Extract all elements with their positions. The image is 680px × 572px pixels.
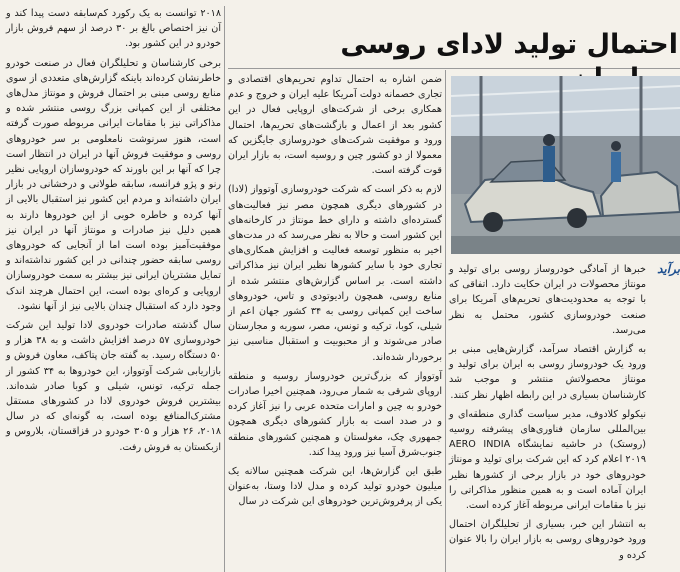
middle-paragraph: ضمن اشاره به احتمال تداوم تحریم‌های اقتصادی و تجاری خصمانه دولت آمریکا علیه ایران و خروج و عدم همکاری برخی از شرکت‌های اروپایی فعال در این کشور بعد از اعمال و بازگشت‌های تحریم‌ها، احتمال ورود و موفقیت شرکت‌های خودروسازی جایگزین که معمولا از دو کشور چین و روسیه است، به بازار ایران قوت گرفته است. (228, 74, 442, 177)
left-column (6, 6, 221, 459)
middle-paragraph: لازم به ذکر است که شرکت خودروسازی آوتوواز (لادا) در کشورهای دیگری همچون مصر نیز فعالیت‌های گسترده‌ای داشته و دارای خط مونتاژ در کارخانه‌های این کشور است و حالا به نظر می‌رسد که در مدت‌های اخیر به منظور توسعه فعالیت و افزایش همکاری‌های تجاری خود با سایر کشورها نظیر ایران نیز مذاکراتی داشته است. بر اساس گزارش‌های منتشر شده از منابع روسی، همچون رادیوتودی و تاس، خودروهای ساخت این کمپانی روسی به ۳۴ کشور جهان اعم از شیلی، کوبا، ترکیه و تونس، مصر، سوریه و مجارستان صادر می‌شوند و از محبوبیت و استقبال مناسبی نیز برخوردار شده‌اند. (228, 184, 442, 363)
left-paragraph: ۲۰۱۸ توانست به یک رکورد کم‌سابقه دست پیدا کند و آن نیز اختصاص بالغ بر ۳۰ درصد از سهم فروش بازار خودرو در این کشور بود. (6, 8, 221, 50)
column-divider (445, 70, 446, 572)
middle-column (228, 72, 442, 514)
middle-paragraph: آوتوواز که بزرگ‌ترین خودروساز روسیه و منطقه اروپای شرقی به شمار می‌رود، همچنین اخیرا صادرات خودرو به چین و امارات متحده عربی را نیز آغاز کرده و در صدد است به بازار کشورهای دیگری همچون جمهوری چک، مغولستان و همچنین کشورهای منطقه جنوب‌شرق آسیا نیز ورود پیدا کند. (228, 370, 442, 458)
right-paragraph: خبرها از آمادگی خودروساز روسی برای تولید و مونتاژ محصولات در ایران حکایت دارد. اتفاقی که با توجه به محدودیت‌های تحریم‌های آمریکا برای صنعت خودروسازی کشور، محتمل به نظر می‌رسد. (449, 264, 646, 336)
article-headline: احتمال تولید لادای روسی (340, 29, 678, 60)
right-paragraph: نیکولو کلادوف، مدیر سیاست گذاری منطقه‌ای و بین‌المللی سازمان فناوری‌های پیشرفته روسیه (روستک) در حاشیه نمایشگاه AERO INDIA ۲۰۱۹ اعلام کرد که این شرکت برای تولید و مونتاژ خودروهای خود در بازار برخی از کشورها نظیر ایران آماده است و به همین منظور مذاکراتی را نیز با مقامات ایرانی مربوطه آغاز کرده است. (449, 408, 646, 512)
right-column (449, 262, 680, 567)
left-paragraph: برخی کارشناسان و تحلیلگران فعال در صنعت خودرو خاطرنشان کرده‌اند باینکه گزارش‌های متعددی از سوی منابع روسی مبنی بر احتمال فروش و مونتاژ مدل‌های مختلفی از این کمپانی بزرگ روسی منتشر شده و مذاکراتی نیز با مقامات ایرانی مربوطه صورت گرفته است، هنوز سرنوشت نامعلومی بر سر خودروهای روسی و موفقیت فروش آنها در ایران در انتظار است چرا که آنها بر این باورند که خودروسازان اروپایی نظیر رنو و پژو فرانسه، سابقه طولانی و درخشانی در بازار ایران داشته‌اند و مردم این کشور نیز استقبال بالایی از آنها کرده و خاطره خوبی از این خودروها دارند به همین دلیل نیز صادرات و مونتاژ آنها در ایران نیز موفقیت‌آمیز بوده است اما از آنجایی که خودروهای روسی سابقه حضور چندانی در این کشور نداشته‌اند و تمایل مشتریان ایرانی نیز بیشتر به سمت خودروسازان اروپایی و کره‌ای بوده است، این احتمال هرچند اندک وجود دارد که استقبال چندان بالایی نیز از آنها نشود. (6, 57, 221, 312)
middle-paragraph: طبق این گزارش‌ها، این شرکت همچنین سالانه یک میلیون خودرو تولید کرده و مدل لادا وستا، به‌عنوان یکی از پرفروش‌ترین خودروهای این شرکت در سال (228, 466, 442, 508)
left-paragraph: سال گذشته صادرات خودروی لادا تولید این شرکت خودروسازی ۵۷ درصد افزایش داشت و به ۳۸ هزار و ۵۰ دستگاه رسید. به گفته جان پتاکف، معاون فروش و بازاریابی شرکت آوتوواز، این خودروها به ۳۴ کشور از جمله ترکیه، تونس، شیلی و کوبا صادر شده‌اند. بیشترین فروش خودروی لادا در کشورهای مستقل مشترک‌المنافع بوده است، به گونه‌ای که در سال ۲۰۱۸، ۲۶ هزار و ۳۰۵ خودرو در قزاقستان، بلاروس و ازبکستان به فروش رفت. (6, 320, 222, 453)
right-paragraph: به انتشار این خبر، بسیاری از تحلیلگران احتمال ورود خودروهای روسی به بازار ایران را بالا عنوان کرده و (449, 519, 646, 561)
right-paragraph: به گزارش اقتصاد سرآمد، گزارش‌هایی مبنی بر ورود یک خودروساز روسی به ایران برای تولید و مونتاژ محصولاتش منتشر و موجب شد کارشناسان بسیاری در این رابطه اظهار نظر کنند. (449, 344, 646, 401)
byline-logo: برآید (657, 262, 680, 276)
car-assembly-line-photo (451, 76, 680, 254)
column-divider (224, 6, 225, 572)
